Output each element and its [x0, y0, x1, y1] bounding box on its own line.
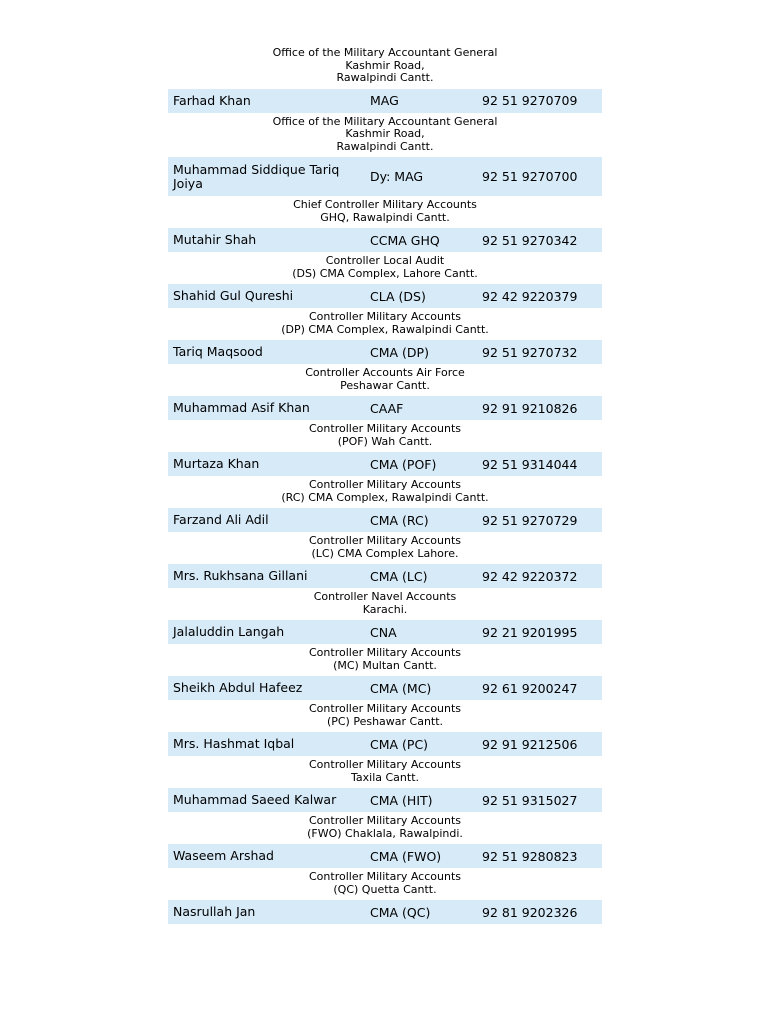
officer-phone: 92 91 9210826 — [482, 400, 578, 416]
directory-entry — [168, 812, 602, 868]
officer-phone: 92 51 9270342 — [482, 232, 578, 248]
officer-row — [168, 452, 602, 476]
officer-phone: 92 42 9220372 — [482, 568, 578, 584]
directory-entry — [168, 308, 602, 364]
office-address: Controller Military Accounts (DP) CMA Complex, Rawalpindi Cantt. — [281, 310, 489, 336]
officer-row — [168, 508, 602, 532]
officer-designation: CLA (DS) — [370, 288, 426, 304]
officer-designation: CMA (HIT) — [370, 792, 433, 808]
officer-designation: CAAF — [370, 400, 404, 416]
office-address: Controller Military Accounts (RC) CMA Complex, Rawalpindi Cantt. — [281, 478, 489, 504]
officer-name: Farzand Ali Adil — [173, 512, 269, 527]
officer-row — [168, 732, 602, 756]
officer-phone: 92 61 9200247 — [482, 680, 578, 696]
office-address: Controller Accounts Air Force Peshawar Cantt. — [305, 366, 465, 392]
directory-entry — [168, 113, 602, 197]
officer-name: Murtaza Khan — [173, 456, 260, 471]
office-address: Controller Military Accounts (PC) Peshawar Cantt. — [309, 702, 461, 728]
directory-entry — [168, 532, 602, 588]
officer-row — [168, 900, 602, 924]
officer-designation: CMA (LC) — [370, 568, 428, 584]
directory-entry — [168, 700, 602, 756]
directory-entry — [168, 252, 602, 308]
officer-phone: 92 81 9202326 — [482, 904, 578, 920]
office-address: Controller Navel Accounts Karachi. — [313, 590, 457, 616]
directory-entry — [168, 44, 602, 113]
officer-name: Shahid Gul Qureshi — [173, 288, 294, 303]
officer-name: Muhammad Asif Khan — [173, 400, 310, 415]
officer-row — [168, 620, 602, 644]
officer-phone: 92 51 9280823 — [482, 848, 578, 864]
officer-phone: 92 51 9270700 — [482, 169, 578, 184]
officer-row — [168, 284, 602, 308]
officer-phone: 92 51 9270732 — [482, 344, 578, 360]
officer-phone: 92 51 9270709 — [482, 93, 578, 108]
office-address: Chief Controller Military Accounts GHQ, Rawalpindi Cantt. — [293, 198, 477, 224]
officer-row — [168, 676, 602, 700]
officer-name: Mutahir Shah — [173, 232, 257, 247]
officer-row — [168, 844, 602, 868]
officer-phone: 92 51 9315027 — [482, 792, 578, 808]
officer-designation: CMA (DP) — [370, 344, 429, 360]
officer-row — [168, 228, 602, 252]
directory-entry — [168, 644, 602, 700]
office-address: Controller Military Accounts Taxila Cantt. — [309, 758, 461, 784]
officer-name: Nasrullah Jan — [173, 904, 256, 919]
officer-directory — [168, 44, 602, 924]
officer-phone: 92 51 9270729 — [482, 512, 578, 528]
directory-entry — [168, 196, 602, 252]
officer-designation: CMA (FWO) — [370, 848, 442, 864]
officer-designation: CMA (POF) — [370, 456, 437, 472]
directory-entry — [168, 868, 602, 924]
officer-designation: CMA (QC) — [370, 904, 431, 920]
officer-name: Muhammad Saeed Kalwar — [173, 792, 337, 807]
office-address: Controller Military Accounts (LC) CMA Complex Lahore. — [309, 534, 461, 560]
officer-name: Farhad Khan — [173, 92, 251, 108]
officer-phone: 92 91 9212506 — [482, 736, 578, 752]
officer-designation: CCMA GHQ — [370, 232, 440, 248]
office-address: Controller Local Audit (DS) CMA Complex, Lahore Cantt. — [292, 254, 478, 280]
office-address: Office of the Military Accountant General Kashmir Road, Rawalpindi Cantt. — [272, 46, 498, 84]
office-address: Controller Military Accounts (FWO) Chaklala, Rawalpindi. — [307, 814, 463, 840]
officer-designation: CNA — [370, 624, 397, 640]
officer-name: Mrs. Rukhsana Gillani — [173, 568, 308, 583]
officer-name: Jalaluddin Langah — [173, 624, 285, 639]
directory-entry — [168, 364, 602, 420]
office-address: Controller Military Accounts (POF) Wah Cantt. — [309, 422, 461, 448]
officer-row — [168, 157, 602, 196]
officer-designation: CMA (RC) — [370, 512, 429, 528]
officer-designation: CMA (PC) — [370, 736, 429, 752]
officer-row — [168, 564, 602, 588]
office-address: Office of the Military Accountant General Kashmir Road, Rawalpindi Cantt. — [272, 114, 498, 153]
office-address: Controller Military Accounts (MC) Multan Cantt. — [309, 646, 461, 672]
directory-entry — [168, 476, 602, 532]
directory-entry — [168, 588, 602, 644]
directory-entry — [168, 756, 602, 812]
officer-name: Sheikh Abdul Hafeez — [173, 680, 303, 695]
officer-designation: MAG — [370, 93, 399, 108]
officer-row — [168, 788, 602, 812]
officer-name: Muhammad Siddique Tariq Joiya — [173, 161, 340, 191]
officer-phone: 92 42 9220379 — [482, 288, 578, 304]
officer-name: Waseem Arshad — [173, 848, 274, 863]
officer-phone: 92 21 9201995 — [482, 624, 578, 640]
officer-row — [168, 396, 602, 420]
officer-phone: 92 51 9314044 — [482, 456, 578, 472]
officer-designation: Dy: MAG — [370, 169, 424, 184]
officer-name: Tariq Maqsood — [173, 344, 263, 359]
officer-row — [168, 340, 602, 364]
office-address: Controller Military Accounts (QC) Quetta Cantt. — [309, 870, 461, 896]
officer-row — [168, 89, 602, 113]
directory-entry — [168, 420, 602, 476]
officer-designation: CMA (MC) — [370, 680, 432, 696]
officer-name: Mrs. Hashmat Iqbal — [173, 736, 295, 751]
